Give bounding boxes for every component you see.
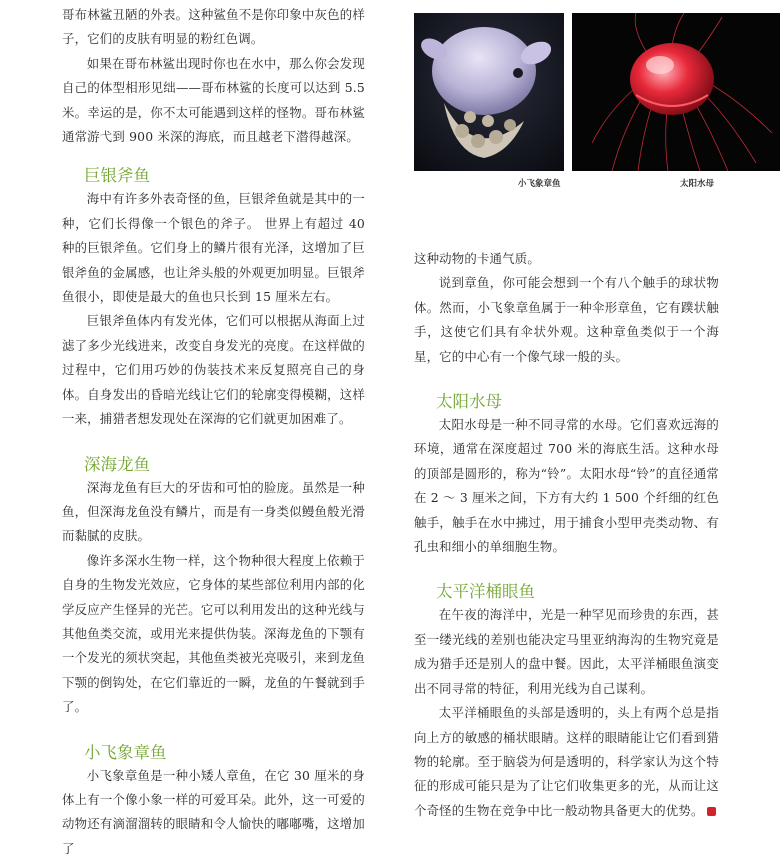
barreleye-paragraph-1: 在午夜的海洋中，光是一种罕见而珍贵的东西，甚至一缕光线的差别也能决定马里亚纳海沟的生物究竟是成为猎手还是别人的盘中餐。因此，太平洋桶眼鱼演变出不同寻常的特征，利用光线为自己谋利。 [414,607,719,696]
barreleye-paragraph-2 [414,701,719,823]
barreleye-paragraph-2-text: 太平洋桶眼鱼的头部是透明的，头上有两个总是指向上方的敏感的桶状眼睛。这样的眼睛能让它们看到猎物的轮廓。至于脑袋为何是透明的，科学家认为这个特征的形成可能只是为了让它们收集更多的光，从而让这个奇怪的生物在竞争中比一般动物具备更大的优势。 [414,705,719,818]
dragonfish-paragraph-1: 深海龙鱼有巨大的牙齿和可怕的脸庞。虽然是一种鱼，但深海龙鱼没有鳞片，而是有一身类似鳗鱼般光滑而黏腻的皮肤。 [62,479,365,544]
dumbo-octopus-heading: 小飞象章鱼 [84,742,167,762]
goblin-shark-paragraph: 如果在哥布林鲨出现时你也在水中，那么你会发现自己的体型相形见绌——哥布林鲨的长度可以达到 5.5 米。幸运的是，你不太可能遇到这样的怪物。哥布林鲨通常游弋到 900 米深的海底，而且越老下潜得越深。 [62,55,365,145]
caption-dumbo-octopus: 小飞象章鱼 [518,179,561,189]
left-column [62,0,365,861]
dragonfish-heading: 深海龙鱼 [84,454,150,474]
dragonfish-paragraph-2: 像许多深水生物一样，这个物种很大程度上依赖于自身的生物发光效应，它身体的某些部位利用内部的化学反应产生怪异的光芒。它可以利用发出的这种光线与其他鱼类交流，或用光来提供伪装。深海龙鱼的下颚有一个发光的须状突起，其他鱼类被光亮吸引，来到龙鱼下颚的倒钩处，在它们靠近的一瞬，龙鱼的午餐就到手了。 [62,552,365,715]
dumbo-octopus-paragraph-cont: 这种动物的卡通气质。 [414,251,540,266]
hatchetfish-heading: 巨银斧鱼 [84,166,150,186]
sun-jellyfish-paragraph: 太阳水母是一种不同寻常的水母。它们喜欢远海的环境，通常在深度超过 700 米的海底生活。这种水母的顶部是圆形的，称为“铃”。太阳水母“铃”的直径通常在 2 ～ 3 厘米之间，下方有大约 1 500 个纤细的红色触手，触手在水中拂过，用于捕食小型甲壳类动物、有孔虫和细小的单细胞生物。 [414,417,719,555]
dumbo-octopus-paragraph-2: 说到章鱼，你可能会想到一个有八个触手的球状物体。然而，小飞象章鱼属于一种伞形章鱼，它有蹼状触手，这使它们具有伞状外观。这种章鱼类似于一个海星，它的中心有一个像气球一般的头。 [414,275,719,364]
sun-jellyfish-heading: 太阳水母 [436,392,502,412]
goblin-shark-paragraph-cont: 哥布林鲨丑陋的外表。这种鲨鱼不是你印象中灰色的样子，它们的皮肤有明显的粉红色调。 [62,7,365,47]
photo-strip [414,13,780,193]
hatchetfish-paragraph-1: 海中有许多外表奇怪的鱼，巨银斧鱼就是其中的一种，它们长得像一个银色的斧子。 世界上有超过 40 种的巨银斧鱼。它们身上的鳞片很有光泽，这增加了巨银斧鱼的金属感，也让斧头般的外观更加明显。巨银斧鱼很小，即使是最大的鱼也只长到 15 厘米左右。 [62,191,365,305]
barreleye-heading: 太平洋桶眼鱼 [436,582,535,602]
caption-sun-jellyfish: 太阳水母 [680,179,715,189]
end-mark-icon [707,807,716,816]
sun-jellyfish-photo [572,13,780,171]
dumbo-octopus-paragraph-1: 小飞象章鱼是一种小矮人章鱼，在它 30 厘米的身体上有一个像小象一样的可爱耳朵。此外，这一可爱的动物还有滴溜溜转的眼睛和令人愉快的嘟嘟嘴，这增加了 [62,767,365,856]
dumbo-octopus-photo [414,13,564,171]
hatchetfish-paragraph-2: 巨银斧鱼体内有发光体，它们可以根据从海面上过滤了多少光线进来，改变自身发光的亮度。在这样做的过程中，它们用巧妙的伪装技术来反复照亮自己的身体。自身发出的昏暗光线让它们的轮廓变得模糊，这样一来，捕猎者想发现处在深海的它们就更加困难了。 [62,313,365,427]
right-column [414,247,719,823]
